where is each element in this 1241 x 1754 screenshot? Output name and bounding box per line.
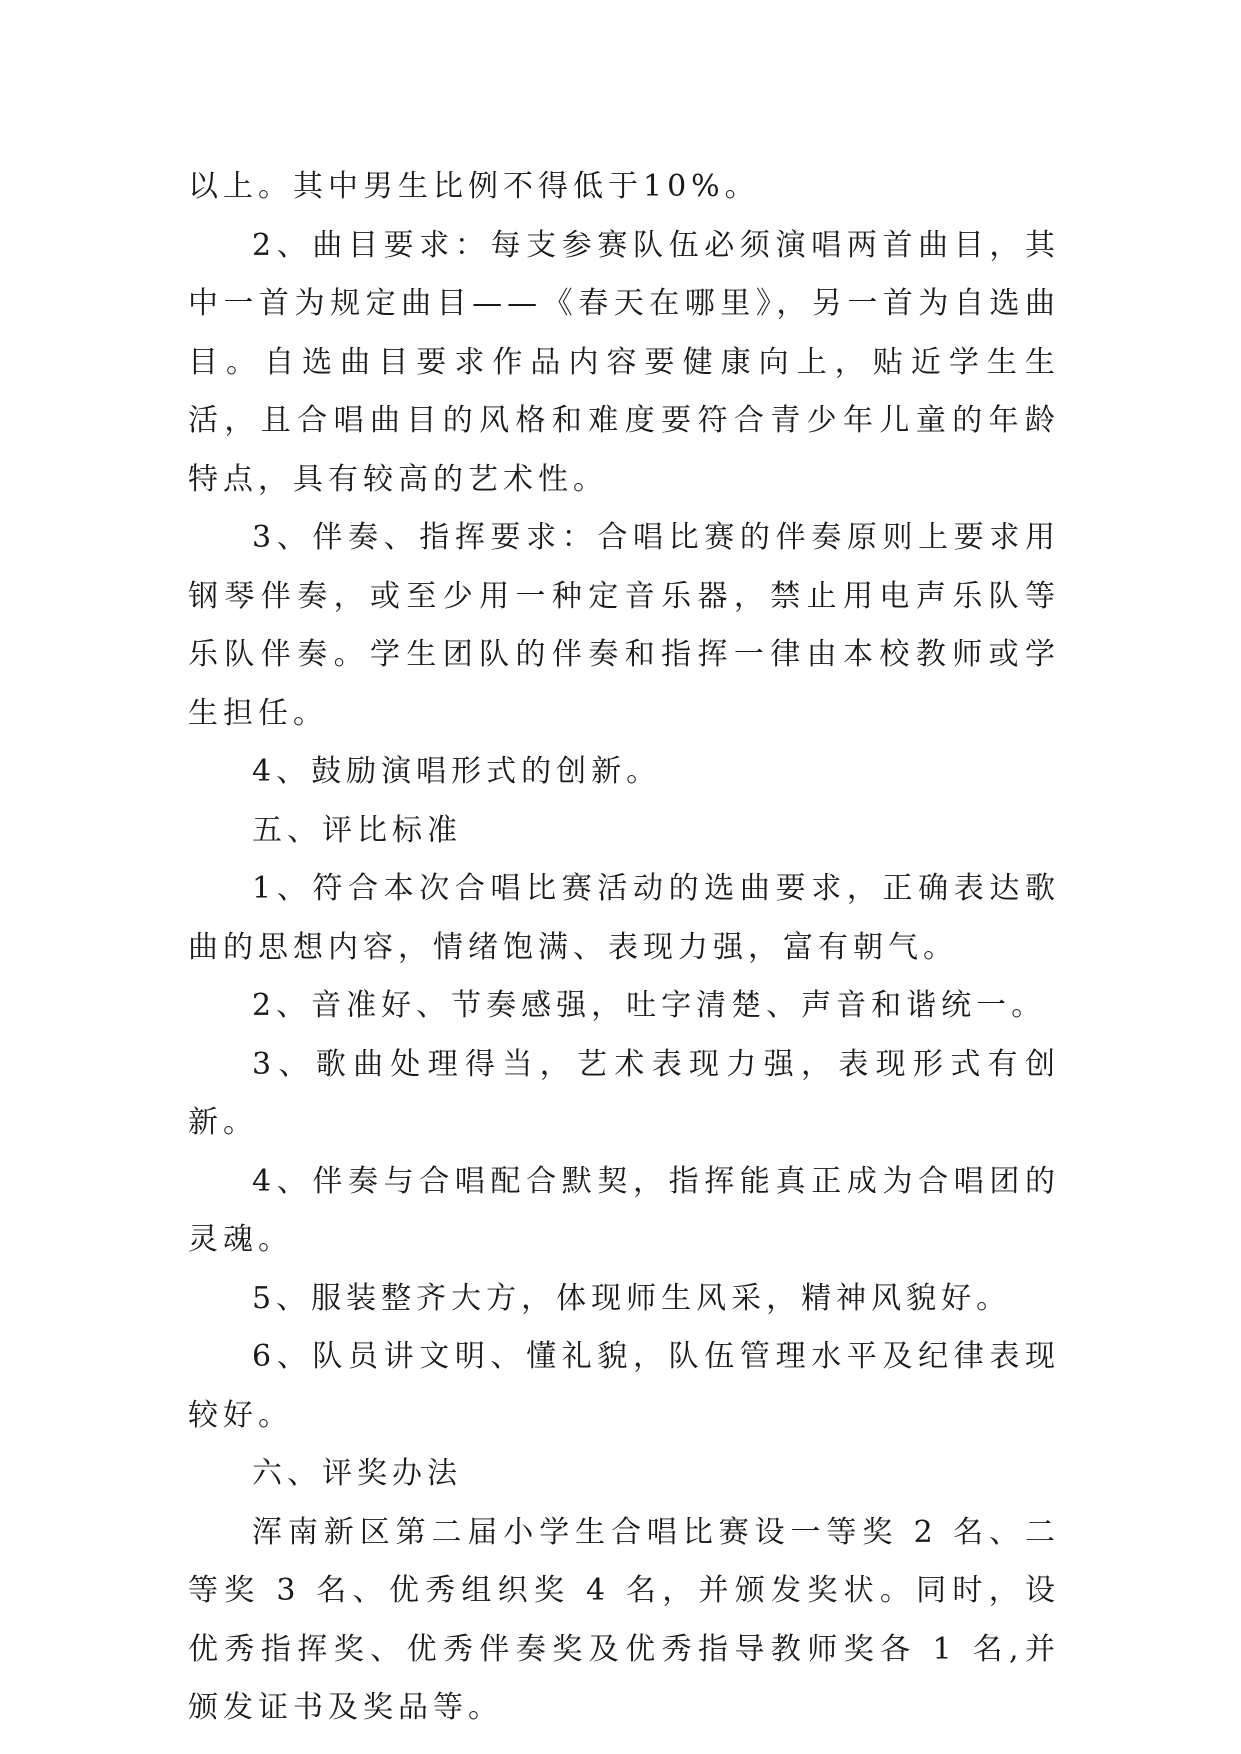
paragraph-repertoire-requirements: 2、曲目要求：每支参赛队伍必须演唱两首曲目，其中一首为规定曲目——《春天在哪里》，另一首为自选曲目。自选曲目要求作品内容要健康向上，贴近学生生活，且合唱曲目的风格和难度要符合青少年儿童的年龄特点，具有较高的艺术性。 [188,227,1060,497]
paragraph-accompaniment-requirements: 3、伴奏、指挥要求：合唱比赛的伴奏原则上要求用钢琴伴奏，或至少用一种定音乐器，禁止用电声乐队等乐队伴奏。学生团队的伴奏和指挥一律由本校教师或学生担任。 [188,520,1060,731]
paragraph-continuation: 以上。其中男生比例不得低于10%。 [188,169,760,204]
criteria-item-4: 4、伴奏与合唱配合默契，指挥能真正成为合唱团的灵魂。 [188,1163,1060,1257]
section-heading-criteria: 五、评比标准 [252,812,462,848]
paragraph-awards: 浑南新区第二届小学生合唱比赛设一等奖 2 名、二等奖 3 名、优秀组织奖 4 名，并颁发奖状。同时，设优秀指挥奖、优秀伴奏奖及优秀指导教师奖各 1 名,并颁发证书及奖品等。 [188,1514,1060,1725]
document-body [188,158,1060,1738]
criteria-item-6: 6、队员讲文明、懂礼貌，队伍管理水平及纪律表现较好。 [188,1339,1060,1433]
criteria-item-5: 5、服装整齐大方，体现师生风采，精神风貌好。 [252,1280,1012,1316]
criteria-item-1: 1、符合本次合唱比赛活动的选曲要求，正确表达歌曲的思想内容，情绪饱满、表现力强，富有朝气。 [188,871,1060,965]
section-heading-awards: 六、评奖办法 [252,1456,462,1491]
criteria-item-2: 2、音准好、节奏感强，吐字清楚、声音和谐统一。 [252,988,1047,1023]
paragraph-innovation: 4、鼓励演唱形式的创新。 [252,754,662,789]
criteria-item-3: 3、歌曲处理得当，艺术表现力强，表现形式有创新。 [188,1046,1060,1140]
